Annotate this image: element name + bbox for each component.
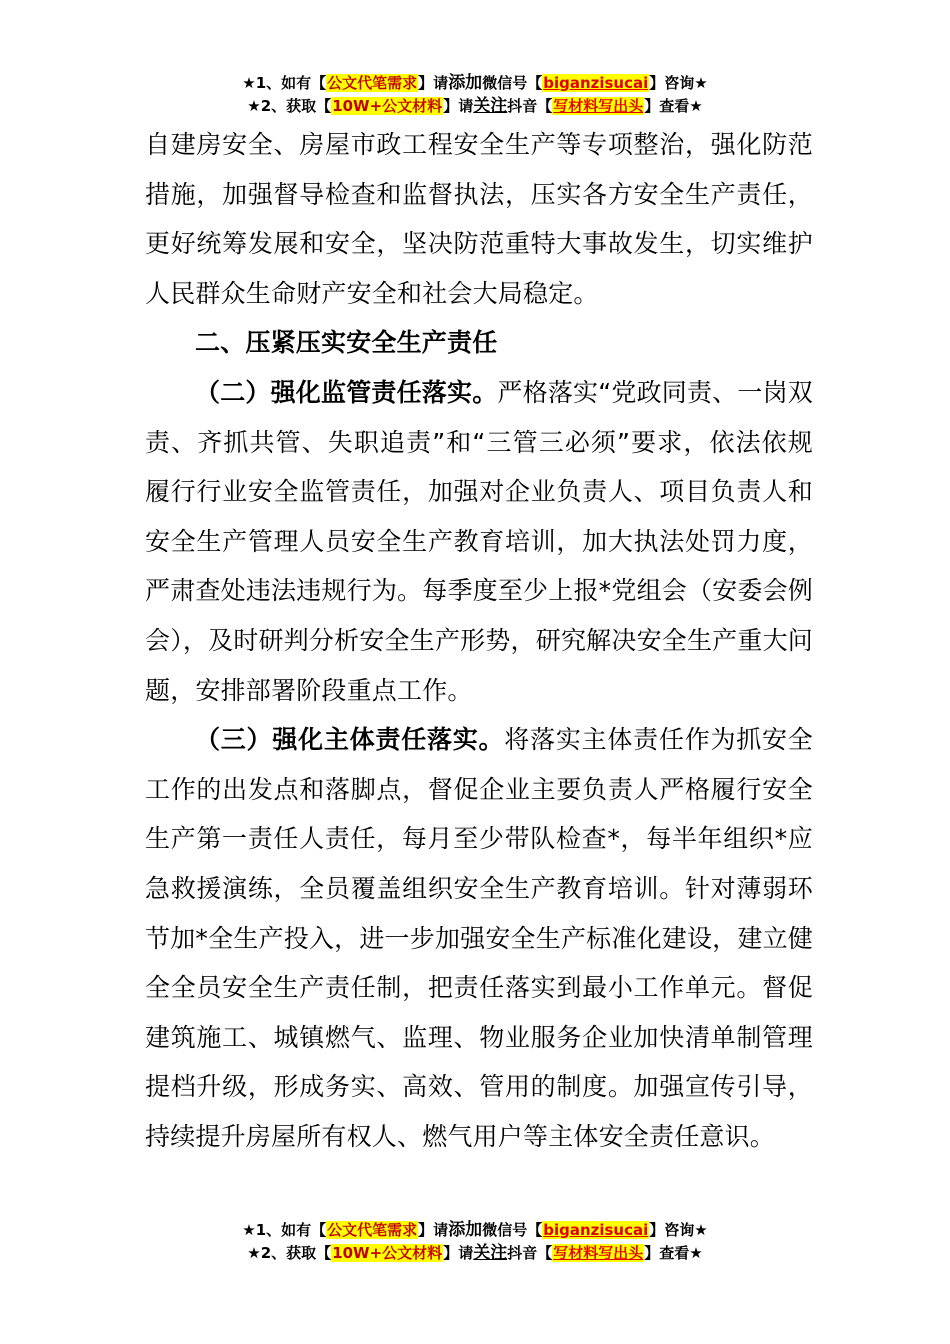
banner-highlight: 10W+公文材料 — [332, 97, 443, 115]
paragraph-responsibility — [145, 715, 813, 1161]
banner-text: 】咨询★ — [649, 1221, 708, 1239]
banner-text: ★2、获取【 — [247, 97, 332, 115]
section-heading: 二、压紧压实安全生产责任 — [195, 328, 498, 358]
banner-text: 】咨询★ — [649, 74, 708, 92]
paragraph-continuation: 自建房安全、房屋市政工程安全生产等专项整治，强化防范措施，加强督导检查和监督执法，压实各方安全生产责任，更好统筹发展和安全，坚决防范重特大事故发生，切实维护人民群众生命财产安全和社会大局稳定。 — [145, 130, 813, 308]
banner-line-1 — [0, 72, 950, 95]
banner-text: 抖音【 — [507, 97, 553, 115]
banner-text: ★1、如有【 — [242, 74, 327, 92]
banner-wechat-id: biganzisucai — [543, 74, 649, 92]
paragraph-title: （三）强化主体责任落实。 — [195, 725, 505, 755]
header-banner — [0, 72, 950, 118]
banner-emphasis: 关注 — [473, 96, 508, 116]
banner-text: 】请 — [418, 74, 449, 92]
banner-text: 抖音【 — [507, 1244, 553, 1262]
banner-emphasis: 关注 — [473, 1243, 508, 1263]
banner-douyin-id: 写材料写出头 — [553, 97, 644, 115]
banner-douyin-id: 写材料写出头 — [553, 1244, 644, 1262]
banner-text: ★2、获取【 — [247, 1244, 332, 1262]
banner-wechat-id: biganzisucai — [543, 1221, 649, 1239]
banner-text: 】查看★ — [644, 97, 703, 115]
paragraph-text: 严格落实“党政同责、一岗双责、齐抓共管、失职追责”和“三管三必须”要求，依法依规履行行业安全监管责任，加强对企业负责人、项目负责人和安全生产管理人员安全生产教育培训，加大执法处罚力度，严肃查处违法违规行为。每季度至少上报*党组会（安委会例会），及时研判分析安全生产形势，研究解决安全生产重大问题，安排部署阶段重点工作。 — [145, 377, 813, 705]
banner-text: 】请 — [443, 97, 474, 115]
banner-text: 】请 — [443, 1244, 474, 1262]
banner-line-2 — [0, 95, 950, 118]
banner-emphasis: 添加 — [448, 1220, 483, 1240]
paragraph-text: 将落实主体责任作为抓安全工作的出发点和落脚点，督促企业主要负责人严格履行安全生产第一责任人责任，每月至少带队检查*，每半年组织*应急救援演练，全员覆盖组织安全生产教育培训。针对薄弱环节加*全生产投入，进一步加强安全生产标准化建设，建立健全全员安全生产责任制，把责任落实到最小工作单元。督促建筑施工、城镇燃气、监理、物业服务企业加快清单制管理提档升级，形成务实、高效、管用的制度。加强宣传引导，持续提升房屋所有权人、燃气用户等主体安全责任意识。 — [145, 725, 814, 1151]
paragraph-title: （二）强化监管责任落实。 — [195, 377, 498, 407]
banner-text: 微信号【 — [482, 1221, 543, 1239]
document-body — [145, 120, 813, 1161]
banner-text: 】请 — [418, 1221, 449, 1239]
banner-line-2 — [0, 1242, 950, 1265]
banner-text: ★1、如有【 — [242, 1221, 327, 1239]
paragraph-supervision — [145, 368, 813, 715]
banner-line-1 — [0, 1219, 950, 1242]
banner-highlight: 公文代笔需求 — [327, 74, 418, 92]
banner-emphasis: 添加 — [448, 73, 483, 93]
banner-text: 微信号【 — [482, 74, 543, 92]
banner-highlight: 10W+公文材料 — [332, 1244, 443, 1262]
footer-banner — [0, 1219, 950, 1265]
banner-highlight: 公文代笔需求 — [327, 1221, 418, 1239]
banner-text: 】查看★ — [644, 1244, 703, 1262]
